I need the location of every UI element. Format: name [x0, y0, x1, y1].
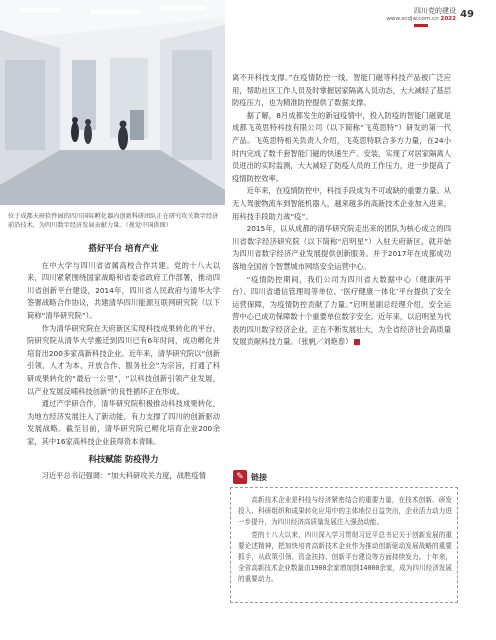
office-corridor-illustration: [0, 0, 225, 205]
publication-url: [386, 16, 456, 22]
paragraph: 据了解，8月成都发生的新冠疫情中，投入防疫的智能门磁就是成都飞英思特科技有限公司（以下简称“飞英思特”）研发的第一代产品。飞英思特相关负责人介绍，飞英思特联合多方力量，在24小时内完成了数千套智能门磁的快速生产、安装，实现了对居家隔离人员进出的实时监测，大大减轻了防疫人员的工作压力，进一步提高了疫情防控效率。: [232, 110, 451, 183]
url-accent: 2022: [440, 16, 456, 22]
paragraph: 离不开科技支撑。”在疫情防控一线，智能门磁等科技产品被广泛应用，帮助社区工作人员及时掌握居家隔离人员动态，大大减轻了基层防疫压力，也为精准防控提供了数据支撑。: [232, 73, 451, 108]
paragraph: 2015年，以从成都的清华研究院走出来的团队为核心成立的四川省数字经济研究院（以下简称“启明星”）入驻天府新区，就开始为四川省数字经济产业发展提供创新服务。并于2017年在成都成功落地全国首个智慧城市网络安全运营中心。: [232, 224, 451, 271]
right-column: [232, 72, 451, 349]
section-title-tech: 科技赋能 防疫得力: [88, 453, 159, 464]
left-column: [27, 238, 220, 483]
link-paragraph: 党的十八大以来，四川深入学习贯彻习近平总书记关于创新发展的重要论述精神，把加快培育高新技术企业作为推动创新驱动发展战略的重要抓手，从政策引领、资金扶持、创新平台建设等方面持续发力。十年来，全省高新技术企业数量由1900余家增加到14000余家，成为四川经济发展的重要动力。: [238, 531, 452, 583]
photo-caption: 位于成都天府软件园的四川国际孵化器内创新科研团队正在研究攻关数字经济前沿技术，为四川数字经济发展贡献力量。（视觉中国供图）: [8, 213, 219, 229]
publication-name: 四川党的建设: [414, 7, 456, 15]
paragraph: 通过产学研合作，清华研究院积极推动科技成果转化，为地方经济发展注入了新动能，有力支撑了四川的创新驱动发展战略。截至目前，清华研究院已孵化培育企业200余家，其中16家高科技企业获得资本青睐。: [27, 399, 220, 446]
link-label: 链接: [251, 472, 267, 482]
link-header: [233, 470, 267, 484]
paragraph-last-text: “疫情防控期间，我们公司为四川省大数据中心（健康码平台）、四川省通信管理局等单位、‘医疗健康一体化’平台提供了安全运营保障，为疫情防控贡献了力量。”启明星副总经理介绍，安全运营中心已成功保障数十个重要单位数字安全。近年来，以启明星为代表的四川数字经济企业，正在不断发展壮大，为全省经济社会高质量发展贡献科技力量。（张帆／刘艳春）: [232, 274, 451, 347]
link-icon: ✎: [233, 470, 247, 484]
paragraph: 近年来，在疫情防控中，科技手段成为不可或缺的重要力量。从无人驾驶物流车到智能机器人，越来越多的高新技术企业加入进来，用科技手段助力战“疫”。: [232, 186, 451, 221]
paragraph: 习近平总书记强调：“加大科研攻关力度，战胜疫情: [41, 471, 206, 481]
paragraph-last: [232, 274, 451, 350]
office-corridor-photo: [0, 0, 225, 205]
end-mark-icon: [354, 339, 360, 345]
paragraph: 在中大学与四川省省属高校合作共建。党的十八大以来，四川紧紧围绕国家战略和省委省政府工作部署，推动四川省创新平台建设，2014年，四川省人民政府与清华大学签署战略合作协议，共建清华四川能源互联网研究院（以下简称“清华研究院”）。: [27, 260, 220, 320]
url-text: www.scdjw.com.cn: [386, 16, 439, 22]
section-title-platform: 搭好平台 培育产业: [88, 243, 159, 253]
link-text: [238, 495, 452, 587]
page-number: 49: [460, 9, 474, 20]
header-accent-bar: [414, 24, 428, 27]
paragraph: 作为清华研究院在天府新区实现科技成果转化的平台，院研究院从清华大学搬迁到四川已有6年时间，成功孵化并培育出200多家高新科技企业。近年来，清华研究院以“创新引领、人才为本、开放合作、服务社会”为宗旨，打通了科研成果转化的“最后一公里”，“以科技创新引领产业发展，以产业发展反哺科技创新”的良性循环正在形成。: [27, 323, 220, 396]
link-paragraph: 高新技术企业是科技与经济紧密结合的重要力量，在技术创新、研发投入、科研组织和成果转化应用中的主体地位日益突出，企业活力动力进一步提升，为四川经济高质量发展注入强劲动能。: [238, 496, 452, 526]
